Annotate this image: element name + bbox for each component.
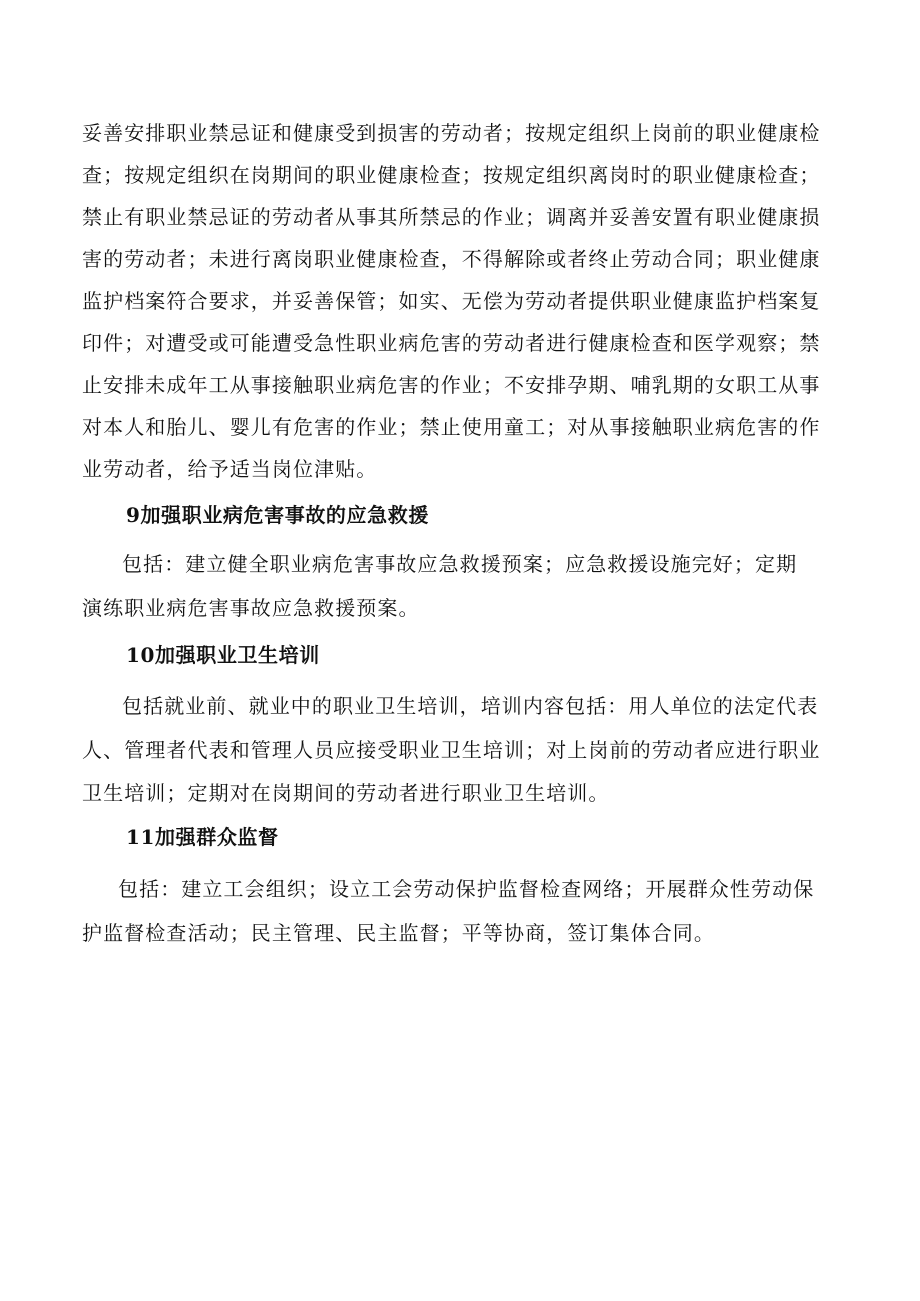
paragraph-line: 妥善安排职业禁忌证和健康受到损害的劳动者；按规定组织上岗前的职业健康检	[82, 121, 821, 145]
paragraph-line: 印件；对遭受或可能遭受急性职业病危害的劳动者进行健康检查和医学观察；禁	[82, 331, 821, 355]
paragraph-line: 监护档案符合要求，并妥善保管；如实、无偿为劳动者提供职业健康监护档案复	[82, 289, 821, 313]
section-heading-9: 9加强职业病危害事故的应急救援	[126, 503, 429, 527]
paragraph-line: 查；按规定组织在岗期间的职业健康检查；按规定组织离岗时的职业健康检查；	[82, 163, 821, 187]
paragraph-line: 业劳动者，给予适当岗位津贴。	[82, 457, 378, 481]
paragraph-line: 止安排未成年工从事接触职业病危害的作业；不安排孕期、哺乳期的女职工从事	[82, 373, 821, 397]
paragraph-line: 禁止有职业禁忌证的劳动者从事其所禁忌的作业；调离并妥善安置有职业健康损	[82, 205, 821, 229]
paragraph-line: 害的劳动者；未进行离岗职业健康检查，不得解除或者终止劳动合同；职业健康	[82, 247, 821, 271]
paragraph-line: 护监督检查活动；民主管理、民主监督；平等协商，签订集体合同。	[82, 921, 715, 945]
paragraph-line: 包括：建立工会组织；设立工会劳动保护监督检查网络；开展群众性劳动保	[118, 877, 815, 901]
paragraph-line: 包括就业前、就业中的职业卫生培训，培训内容包括：用人单位的法定代表	[122, 694, 819, 718]
paragraph-line: 对本人和胎儿、婴儿有危害的作业；禁止使用童工；对从事接触职业病危害的作	[82, 415, 821, 439]
section-heading-10: 10加强职业卫生培训	[126, 643, 320, 667]
paragraph-line: 包括：建立健全职业病危害事故应急救援预案；应急救援设施完好；定期	[122, 552, 798, 576]
paragraph-line: 演练职业病危害事故应急救援预案。	[82, 596, 420, 620]
section-heading-11: 11加强群众监督	[126, 825, 279, 849]
paragraph-line: 卫生培训；定期对在岗期间的劳动者进行职业卫生培训。	[82, 781, 610, 805]
paragraph-line: 人、管理者代表和管理人员应接受职业卫生培训；对上岗前的劳动者应进行职业	[82, 738, 821, 762]
